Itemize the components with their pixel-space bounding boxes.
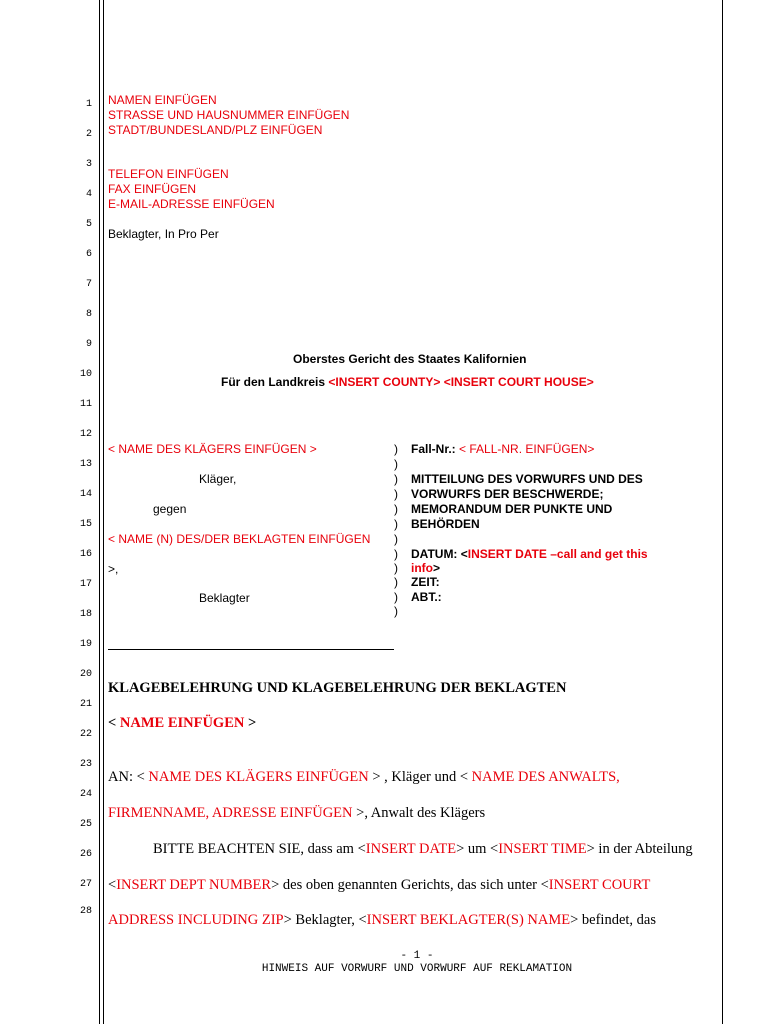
p1-b: > um < [456,841,499,857]
line-number: 16 [79,549,92,560]
caption-paren: ) [394,457,398,471]
caption-paren: ) [394,487,398,501]
document-title-line-1: MITTEILUNG DES VORWURFS UND DES [411,472,643,486]
p1-date-placeholder: INSERT DATE [365,841,457,857]
line-number: 6 [85,249,92,260]
caption-paren: ) [394,472,398,486]
hearing-date-line [411,547,648,562]
heading-name-placeholder: NAME EINFÜGEN [119,715,245,731]
p1-c: > in der Abteilung [586,841,693,857]
case-number-placeholder: < FALL-NR. EINFÜGEN> [459,442,595,456]
plaintiff-placeholder: < NAME DES KLÄGERS EINFÜGEN > [108,442,317,456]
email-placeholder: E-MAIL-ADRESSE EINFÜGEN [108,197,275,211]
page-number: - 1 - [400,950,434,962]
line-number: 18 [79,609,92,620]
versus-label: gegen [153,502,187,516]
line-number: 17 [79,579,92,590]
caption-divider [108,649,394,650]
to-attorney-placeholder: NAME DES ANWALTS, [471,769,620,785]
caption-paren: ) [394,590,398,604]
caption-paren: ) [394,502,398,516]
line-number: 20 [79,669,92,680]
caption-paren: ) [394,575,398,589]
case-number-line [411,442,594,457]
line-number: 27 [79,879,92,890]
p3-name-placeholder: INSERT BEKLAGTER(S) NAME [366,912,571,928]
p2-a: < [108,877,117,893]
addressee-line-2 [108,804,485,822]
footer-title: HINWEIS AUF VORWURF UND VORWURF AUF REKLAMATION [261,963,573,975]
body-paragraph-line-1 [153,840,693,858]
to-mid: > , Kläger und < [368,769,472,785]
line-number: 19 [79,639,92,650]
caption-paren: ) [394,547,398,561]
line-number: 21 [79,699,92,710]
to-attorney-placeholder-cont: FIRMENNAME, ADRESSE EINFÜGEN [108,805,353,821]
court-county-line [221,375,594,390]
line-number: 14 [79,489,92,500]
caption-paren: ) [394,532,398,546]
p2-dept-placeholder: INSERT DEPT NUMBER [116,877,272,893]
line-number: 3 [85,159,92,170]
p2-b: > des oben genannten Gerichts, das sich unter < [271,877,549,893]
heading-name-close: > [244,715,257,731]
notice-heading-name [108,714,256,732]
defendant-placeholder-cont: >, [108,562,119,576]
city-placeholder: STADT/BUNDESLAND/PLZ EINFÜGEN [108,123,323,137]
line-number: 15 [79,519,92,530]
line-number: 7 [85,279,92,290]
caption-paren: ) [394,561,398,575]
line-number: 4 [85,189,92,200]
p1-time-placeholder: INSERT TIME [498,841,587,857]
p3-address-placeholder: ADDRESS INCLUDING ZIP [108,912,284,928]
line-number: 28 [79,906,92,917]
heading-name-open: < [108,715,120,731]
document-title-line-2: VORWURFS DER BESCHWERDE; [411,487,604,501]
line-number: 24 [79,789,92,800]
line-number: 1 [85,99,92,110]
line-number: 22 [79,729,92,740]
date-label: DATUM: < [411,547,468,561]
p1-a: BITTE BEACHTEN SIE, dass am < [153,841,366,857]
to-plaintiff-placeholder: NAME DES KLÄGERS EINFÜGEN [148,769,369,785]
hearing-date-line-2 [411,561,440,576]
county-placeholder: <INSERT COUNTY> <INSERT COURT HOUSE> [328,375,594,389]
notice-heading: KLAGEBELEHRUNG UND KLAGEBELEHRUNG DER BEKLAGTEN [108,680,567,696]
plaintiff-role: Kläger, [199,472,237,486]
case-number-label: Fall-Nr.: [411,442,460,456]
caption-paren: ) [394,604,398,618]
document-title-line-4: BEHÖRDEN [411,517,480,531]
to-suffix: >, Anwalt des Klägers [352,805,486,821]
court-title: Oberstes Gericht des Staates Kalifornien [293,352,527,366]
document-title-line-3: MEMORANDUM DER PUNKTE UND [411,502,613,516]
p3-b: > befindet, das [570,912,656,928]
line-number: 5 [85,219,92,230]
caption-paren: ) [394,442,398,456]
line-number: 12 [79,429,92,440]
body-paragraph-line-2 [108,876,650,894]
line-number: 13 [79,459,92,470]
line-number: 9 [85,339,92,350]
party-role: Beklagter, In Pro Per [108,227,219,241]
left-margin-rule-outer [99,0,100,1024]
hearing-dept-label: ABT.: [411,590,442,604]
body-paragraph-line-3 [108,911,656,929]
line-number: 2 [85,129,92,140]
line-number: 25 [79,819,92,830]
addressee-line-1 [108,768,620,786]
phone-placeholder: TELEFON EINFÜGEN [108,167,229,181]
line-number: 26 [79,849,92,860]
line-number: 8 [85,309,92,320]
street-placeholder: STRASSE UND HAUSNUMMER EINFÜGEN [108,108,350,122]
fax-placeholder: FAX EINFÜGEN [108,182,197,196]
name-placeholder: NAMEN EINFÜGEN [108,93,217,107]
left-margin-rule-inner [103,0,104,1024]
line-number: 11 [79,399,92,410]
date-placeholder: INSERT DATE –call and get this [467,547,648,561]
caption-paren: ) [394,517,398,531]
to-prefix: AN: < [108,769,149,785]
defendant-role: Beklagter [199,591,250,605]
p3-a: > Beklagter, < [283,912,367,928]
county-prefix: Für den Landkreis [221,375,329,389]
line-number: 10 [79,369,92,380]
line-number: 23 [79,759,92,770]
hearing-time-label: ZEIT: [411,575,440,589]
defendant-placeholder: < NAME (N) DES/DER BEKLAGTEN EINFÜGEN [108,532,371,546]
date-close: > [433,561,441,575]
right-margin-rule [722,0,723,1024]
date-placeholder-cont: info [411,561,433,575]
p2-court-placeholder: INSERT COURT [548,877,651,893]
